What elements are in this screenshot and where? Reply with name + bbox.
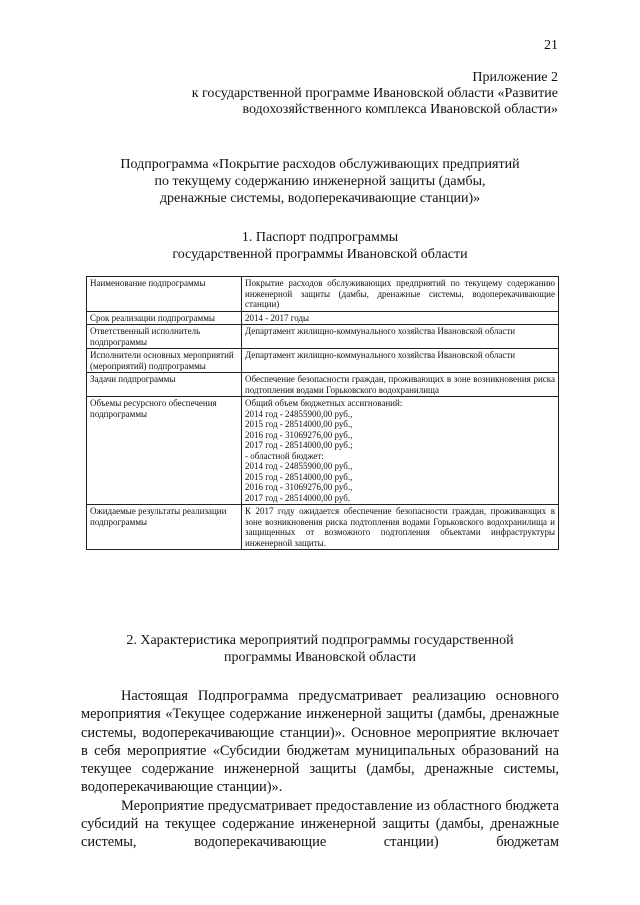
appendix-line-3: водохозяйственного комплекса Ивановской области» [242, 102, 558, 117]
row-label: Исполнители основных мероприятий (мероприятий) подпрограммы [87, 349, 242, 373]
row-label: Ожидаемые результаты реализации подпрограммы [87, 505, 242, 550]
value-line: Общий объем бюджетных ассигнований: [245, 398, 403, 408]
row-label: Задачи подпрограммы [87, 373, 242, 397]
section-2-title-line-2: программы Ивановской области [224, 650, 416, 665]
value-line: - областной бюджет: [245, 450, 324, 461]
subprogram-title-line-3: дренажные системы, водоперекачивающие станции)» [159, 191, 481, 206]
row-value: К 2017 году ожидается обеспечение безопасности граждан, проживающих в зоне возникновения риска подтопления водами Горьковского водохранилища и защищенных от возможного подтопления объектами инфраструктуры инженерной защиты. [242, 505, 559, 550]
row-value: Департамент жилищно-коммунального хозяйства Ивановской области [242, 349, 559, 373]
row-label: Ответственный исполнитель подпрограммы [87, 325, 242, 349]
appendix-line-1: Приложение 2 [472, 70, 558, 85]
value-line: 2016 год - 31069276,00 руб., [245, 482, 353, 492]
appendix-header [138, 70, 558, 118]
section-2-title-line-1: 2. Характеристика мероприятий подпрограммы государственной [126, 633, 514, 648]
subprogram-title-line-1: Подпрограмма «Покрытие расходов обслуживающих предприятий [120, 157, 520, 172]
table-row [87, 325, 559, 349]
subprogram-title-line-2: по текущему содержанию инженерной защиты (дамбы, [154, 174, 486, 189]
table-row [87, 349, 559, 373]
subprogram-title [80, 156, 560, 207]
passport-title [80, 229, 560, 263]
body-text [81, 687, 559, 852]
value-line: 2014 год - 24855900,00 руб., [245, 461, 353, 471]
paragraph: Мероприятие предусматривает предоставление из областного бюджета субсидий на текущее содержание инженерной защиты (дамбы, дренажные системы, водоперекачивающие станции) бюджетам [81, 797, 559, 851]
table-row [87, 505, 559, 550]
row-value: 2014 - 2017 годы [242, 311, 559, 325]
table-row [87, 311, 559, 325]
row-value-list [242, 397, 559, 505]
row-label: Срок реализации подпрограммы [87, 311, 242, 325]
value-line: 2016 год - 31069276,00 руб., [245, 429, 353, 440]
value-line: 2015 год - 28514000,00 руб., [245, 471, 353, 482]
table-row [87, 373, 559, 397]
value-line: 2017 год - 28514000,00 руб.; [245, 440, 353, 450]
row-label: Объемы ресурсного обеспечения подпрограммы [87, 397, 242, 505]
table-row [87, 397, 559, 505]
row-label: Наименование подпрограммы [87, 277, 242, 312]
value-line: 2014 год - 24855900,00 руб., [245, 408, 353, 419]
paragraph: Настоящая Подпрограмма предусматривает реализацию основного мероприятия «Текущее содержание инженерной защиты (дамбы, дренажные системы, водоперекачивающие станции)». Основное мероприятие включает в себя мероприятие «Субсидии бюджетам муниципальных образований на текущее содержание инженерной защиты (дамбы, дренажные системы, водоперекачивающие станции)». [81, 688, 559, 796]
value-line: 2015 год - 28514000,00 руб., [245, 419, 353, 429]
section-2-title [80, 632, 560, 666]
passport-title-line-1: 1. Паспорт подпрограммы [241, 230, 399, 245]
value-line: 2017 год - 28514000,00 руб. [245, 492, 351, 503]
page-number: 21 [544, 38, 558, 53]
row-value: Департамент жилищно-коммунального хозяйства Ивановской области [242, 325, 559, 349]
row-value: Покрытие расходов обслуживающих предприятий по текущему содержанию инженерной защиты (дамбы, дренажные системы, водоперекачивающие станции) [242, 277, 559, 312]
row-value: Обеспечение безопасности граждан, проживающих в зоне возникновения риска подтопления водами Горьковского водохранилища [242, 373, 559, 397]
appendix-line-2: к государственной программе Ивановской области «Развитие [191, 86, 558, 101]
passport-title-line-2: государственной программы Ивановской области [172, 247, 468, 262]
table-row [87, 277, 559, 312]
passport-table [86, 276, 559, 550]
